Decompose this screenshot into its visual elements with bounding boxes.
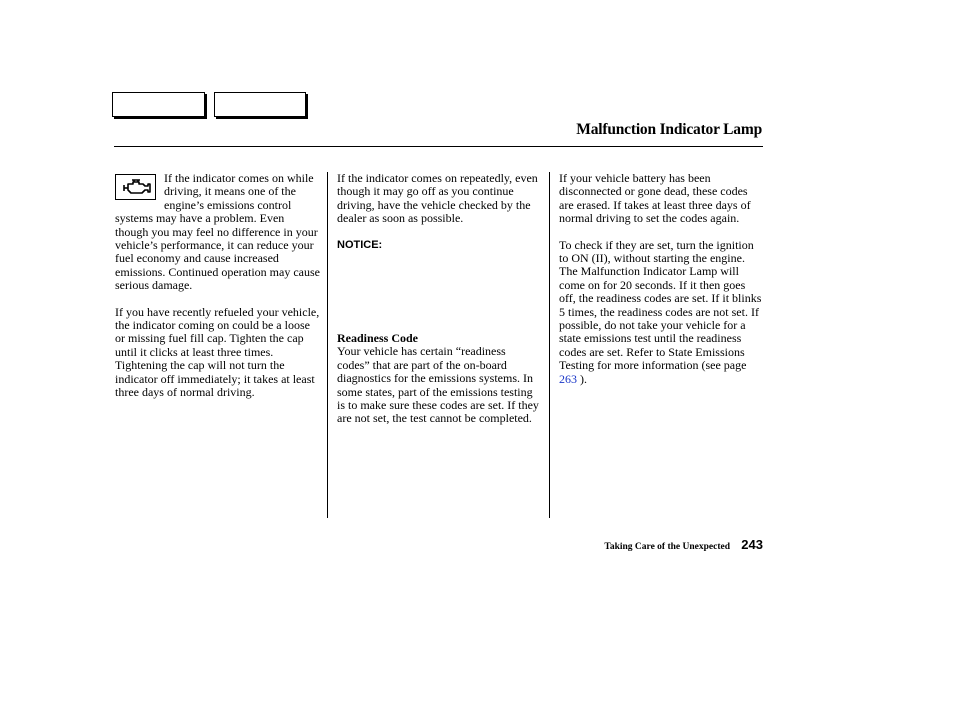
paragraph: If you have recently refueled your vehicle, the indicator coming on could be a loose or missing fuel fill cap. Tighten the cap until it clicks at least three times. Tightening the cap will not turn the indicator off immediately; it takes at least three days of normal driving. (115, 304, 320, 400)
column-3 (559, 172, 762, 386)
column-1 (115, 172, 320, 400)
paragraph (559, 239, 762, 386)
column-divider (549, 172, 550, 518)
page-number: 243 (741, 537, 763, 552)
paragraph: If the indicator comes on repeatedly, even though it may go off as you continue driving, have the vehicle checked by the dealer as soon as possible. (337, 171, 538, 226)
check-engine-icon (115, 174, 156, 200)
footer-section-title: Taking Care of the Unexpected (604, 542, 730, 552)
paragraph-text: To check if they are set, turn the ignition to ON (II), without starting the engine. The Malfunction Indicator Lamp will come on for 20 seconds. If it then goes off, the readiness codes are set. If it blinks 5 times, the readiness codes are not set. If possible, do not take your vehicle for a state emissions test until the readiness codes are set. Refer to State Emissions Testing for more information (see page (559, 237, 762, 373)
nav-button-contents[interactable] (112, 92, 205, 117)
paragraph-text: ). (577, 371, 587, 386)
column-divider (327, 172, 328, 518)
paragraph: Your vehicle has certain “readiness codes” that are part of the on-board diagnostics for the emissions systems. In some states, part of the emissions testing is to make sure these codes are set. If they are not set, the test cannot be completed. (337, 344, 539, 426)
column-2 (337, 172, 540, 426)
paragraph: If the indicator comes on while driving, it means one of the engine’s emissions control systems may have a problem. Even though you may feel no difference in your vehicle’s performance, it can reduce your fuel economy and cause increased emissions. Continued operation may cause serious damage. (115, 171, 320, 293)
page-title: Malfunction Indicator Lamp (576, 121, 762, 138)
page-link[interactable]: 263 (559, 371, 577, 386)
title-divider (114, 146, 763, 147)
paragraph: If your vehicle battery has been disconnected or gone dead, these codes are erased. If takes at least three days of normal driving to set the codes again. (559, 171, 751, 226)
section-heading: Readiness Code (337, 331, 419, 346)
nav-button-index[interactable] (214, 92, 306, 117)
notice-label: NOTICE: (337, 238, 383, 251)
